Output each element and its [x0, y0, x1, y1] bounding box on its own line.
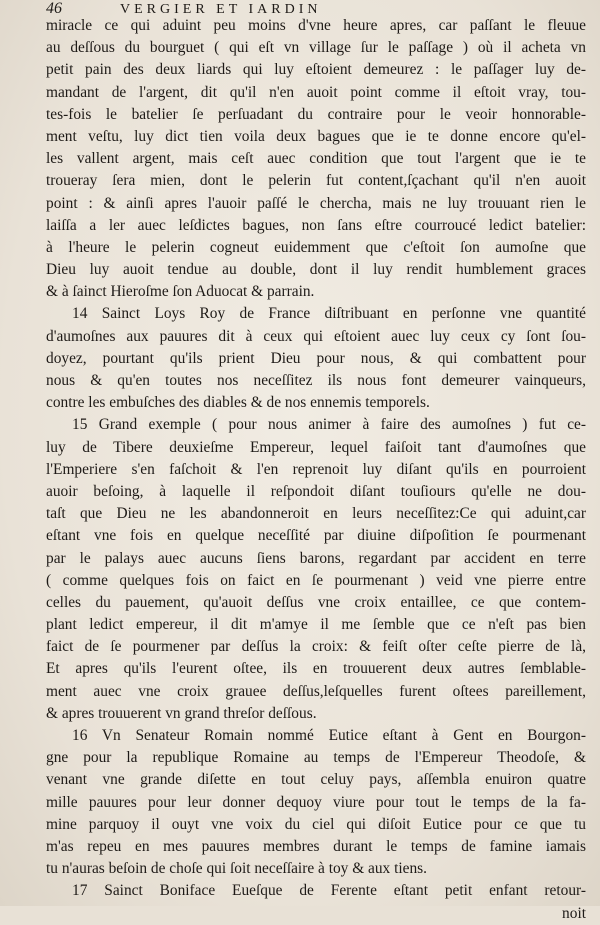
text-line: Et apres qu'ils l'eurent oſtee, ils en trouuerent deux autres ſemblable- [46, 660, 586, 678]
text-line: 16 Vn Senateur Romain nommé Eutice eſtant à Gent en Bourgon- [72, 727, 586, 744]
text-line: mille pauures pour leur donner dequoy viure pour tout le temps de la fa- [46, 793, 586, 811]
text-line: troueray ſera mien, dont le pelerin fut content,ſçachant qu'il n'en auoit [46, 172, 586, 190]
text-line: 14 Sainct Loys Roy de France diſtribuant en perſonne vne quantité [72, 305, 586, 323]
body-text [46, 15, 586, 925]
text-line: nous & qu'en toutes nos neceſſitez ils nous font demeurer vainqueurs, [46, 372, 586, 389]
text-line: contre les embuſches des diables & de nos ennemis temporels. [46, 394, 430, 412]
text-line: mine parquoy il ouyt vne voix du ciel qui diſoit Eutice pour ce que tu [46, 815, 586, 833]
text-line: miracle ce qui aduint peu moins d'vne heure apres, car paſſant le fleuue [46, 17, 586, 34]
text-line: ( comme quelques fois on faict en ſe pourmenant ) veid vne pierre entre [46, 571, 586, 589]
text-line: doyez, pourtant qu'ils prient Dieu pour nous, & qui combattent pour [46, 349, 586, 367]
catchword: noit [562, 904, 586, 922]
text-line: à l'heure le pelerin cogneut euidemment que c'eſtoit ſon aumoſne que [46, 238, 586, 256]
text-line: taſt que Dieu ne les abandonneroit en leurs neceſſitez:Ce qui aduint,car [46, 505, 586, 523]
text-line: petit pain des deux liards qui luy eſtoient demeurez : le paſſager luy de- [46, 61, 586, 79]
text-line: gne pour la republique Romaine au temps de l'Empereur Theodoſe, & [46, 749, 586, 767]
text-line: & apres trouuerent vn grand threſor deſſous. [46, 704, 317, 722]
text-line: m'as repeu en mes pauures membres durant le temps de famine iamais [46, 837, 586, 855]
text-line: eſtant vne fois en quelque neceſſité par diuine diſpoſition ſe pourmenant [46, 527, 586, 545]
text-line: & à ſainct Hieroſme ſon Aduocat & parrain. [46, 283, 315, 301]
text-line: celles du pauement, qu'auoit deſſus vne croix entaillee, ce que contem- [46, 593, 586, 611]
text-line: 15 Grand exemple ( pour nous animer à faire des aumoſnes ) fut ce- [72, 416, 586, 434]
text-line: Dieu luy auoit tendue au double, dont il luy rendit humblement graces [46, 261, 586, 279]
text-line: tu n'auras beſoin de choſe qui ſoit neceſſaire à toy & aux tiens. [46, 860, 428, 878]
running-title: VERGIER ET IARDIN [120, 2, 322, 17]
text-line: les vallent argent, mais ceſt auec condition que tout l'argent que ie te [46, 150, 586, 168]
text-line: par le palays auec aucuns ſiens barons, regardant par accident en terre [46, 549, 586, 567]
text-line: auoir beſoing, à laquelle il reſpondoit diſant touſiours qu'elle ne dou- [46, 482, 586, 500]
text-line: ment auec vne croix grauee deſſus,leſquelles furent oſtees pareillement, [46, 682, 586, 700]
text-line: plant ledict empereur, il dit m'amye il me ſemble que ce n'eſt pas bien [46, 616, 586, 634]
text-line: ment veſtu, luy dict tien voila deux bagues que ie te donne encore qu'el- [46, 127, 586, 145]
text-line: point : & ainſi apres l'auoir paſſé le chercha, mais ne luy trouuant rien le [46, 194, 586, 212]
text-line: laiſſa a ler auec leſdictes bagues, non ſans eſtre courroucé ledict batelier: [46, 216, 586, 234]
text-line: venant vne grande diſette en tout celuy pays, aſſembla enuiron quatre [46, 771, 586, 789]
text-line: luy de Tibere deuxieſme Empereur, lequel faiſoit tant d'aumoſnes que [46, 438, 586, 456]
text-line: d'aumoſnes aux pauures dit à ceux qui eſtoient auec luy ceux cy ſont ſou- [46, 327, 586, 345]
text-line: mandant de l'argent, dit qu'il n'en auoit point comme il eſtoit vray, tou- [46, 83, 586, 101]
text-line: faict de ſe pourmener par deſſus la croix: & feiſt oſter ceſte pierre de là, [46, 638, 586, 656]
text-line: au deſſous du bourguet ( qui eſt vn village ſur le paſſage ) où il acheta vn [46, 39, 586, 57]
page-number: 46 [46, 0, 62, 17]
text-line: tes-fois le batelier ſe perſuadant du contraire pour le veoir honnorable- [46, 105, 586, 123]
text-line: l'Emperiere s'en faſchoit & l'en reprenoit luy diſant qu'ils en pourroient [46, 460, 586, 478]
text-line: 17 Sainct Boniface Eueſque de Ferente eſtant petit enfant retour- [72, 882, 586, 900]
